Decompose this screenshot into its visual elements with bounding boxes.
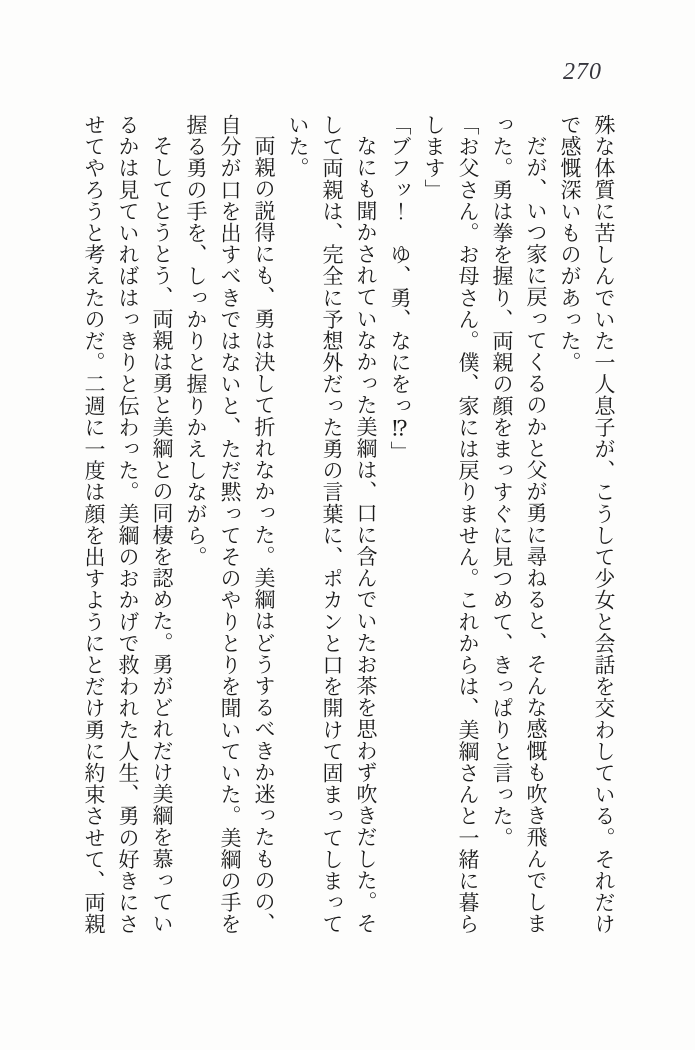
page-text	[75, 114, 621, 936]
paragraph: 「お父さん。お母さん。僕、家には戻りません。これからは、美綱さんと一緒に暮らします」	[422, 114, 480, 935]
paragraph: 殊な体質に苦しんでいた一人息子が、こうして少女と会話を交わしている。それだけで感慨深いものがあった。	[558, 114, 616, 935]
paragraph: 両親の説得にも、勇は決して折れなかった。美綱はどうするべきか迷ったものの、自分が口を出すべきではないと、ただ黙ってそのやりとりを聞いていた。美綱の手を握る勇の手を、しっかりと握りかえしながら。	[184, 114, 276, 935]
page-number: 270	[563, 59, 602, 85]
paragraph: だが、いつ家に戻ってくるのかと父が勇に尋ねると、そんな感慨も吹き飛んでしまった。勇は拳を握り、両親の顔をまっすぐに見つめて、きっぱりと言った。	[490, 114, 548, 935]
paragraph: そしてとうとう、両親は勇と美綱との同棲を認めた。勇がどれだけ美綱を慕っているかは見ていればはっきりと伝わった。美綱のおかげで救われた人生、勇の好きにさせてやろうと考えたのだ。二週に一度は顔を出すようにとだけ勇に約束させて、両親	[82, 114, 174, 935]
paragraph: 「ブフッ！ ゆ、勇、なにをっ⁉」	[388, 114, 412, 463]
paragraph: なにも聞かされていなかった美綱は、口に含んでいたお茶を思わず吹きだした。そして両親は、完全に予想外だった勇の言葉に、ポカンと口を開けて固まってしまっていた。	[286, 114, 378, 935]
